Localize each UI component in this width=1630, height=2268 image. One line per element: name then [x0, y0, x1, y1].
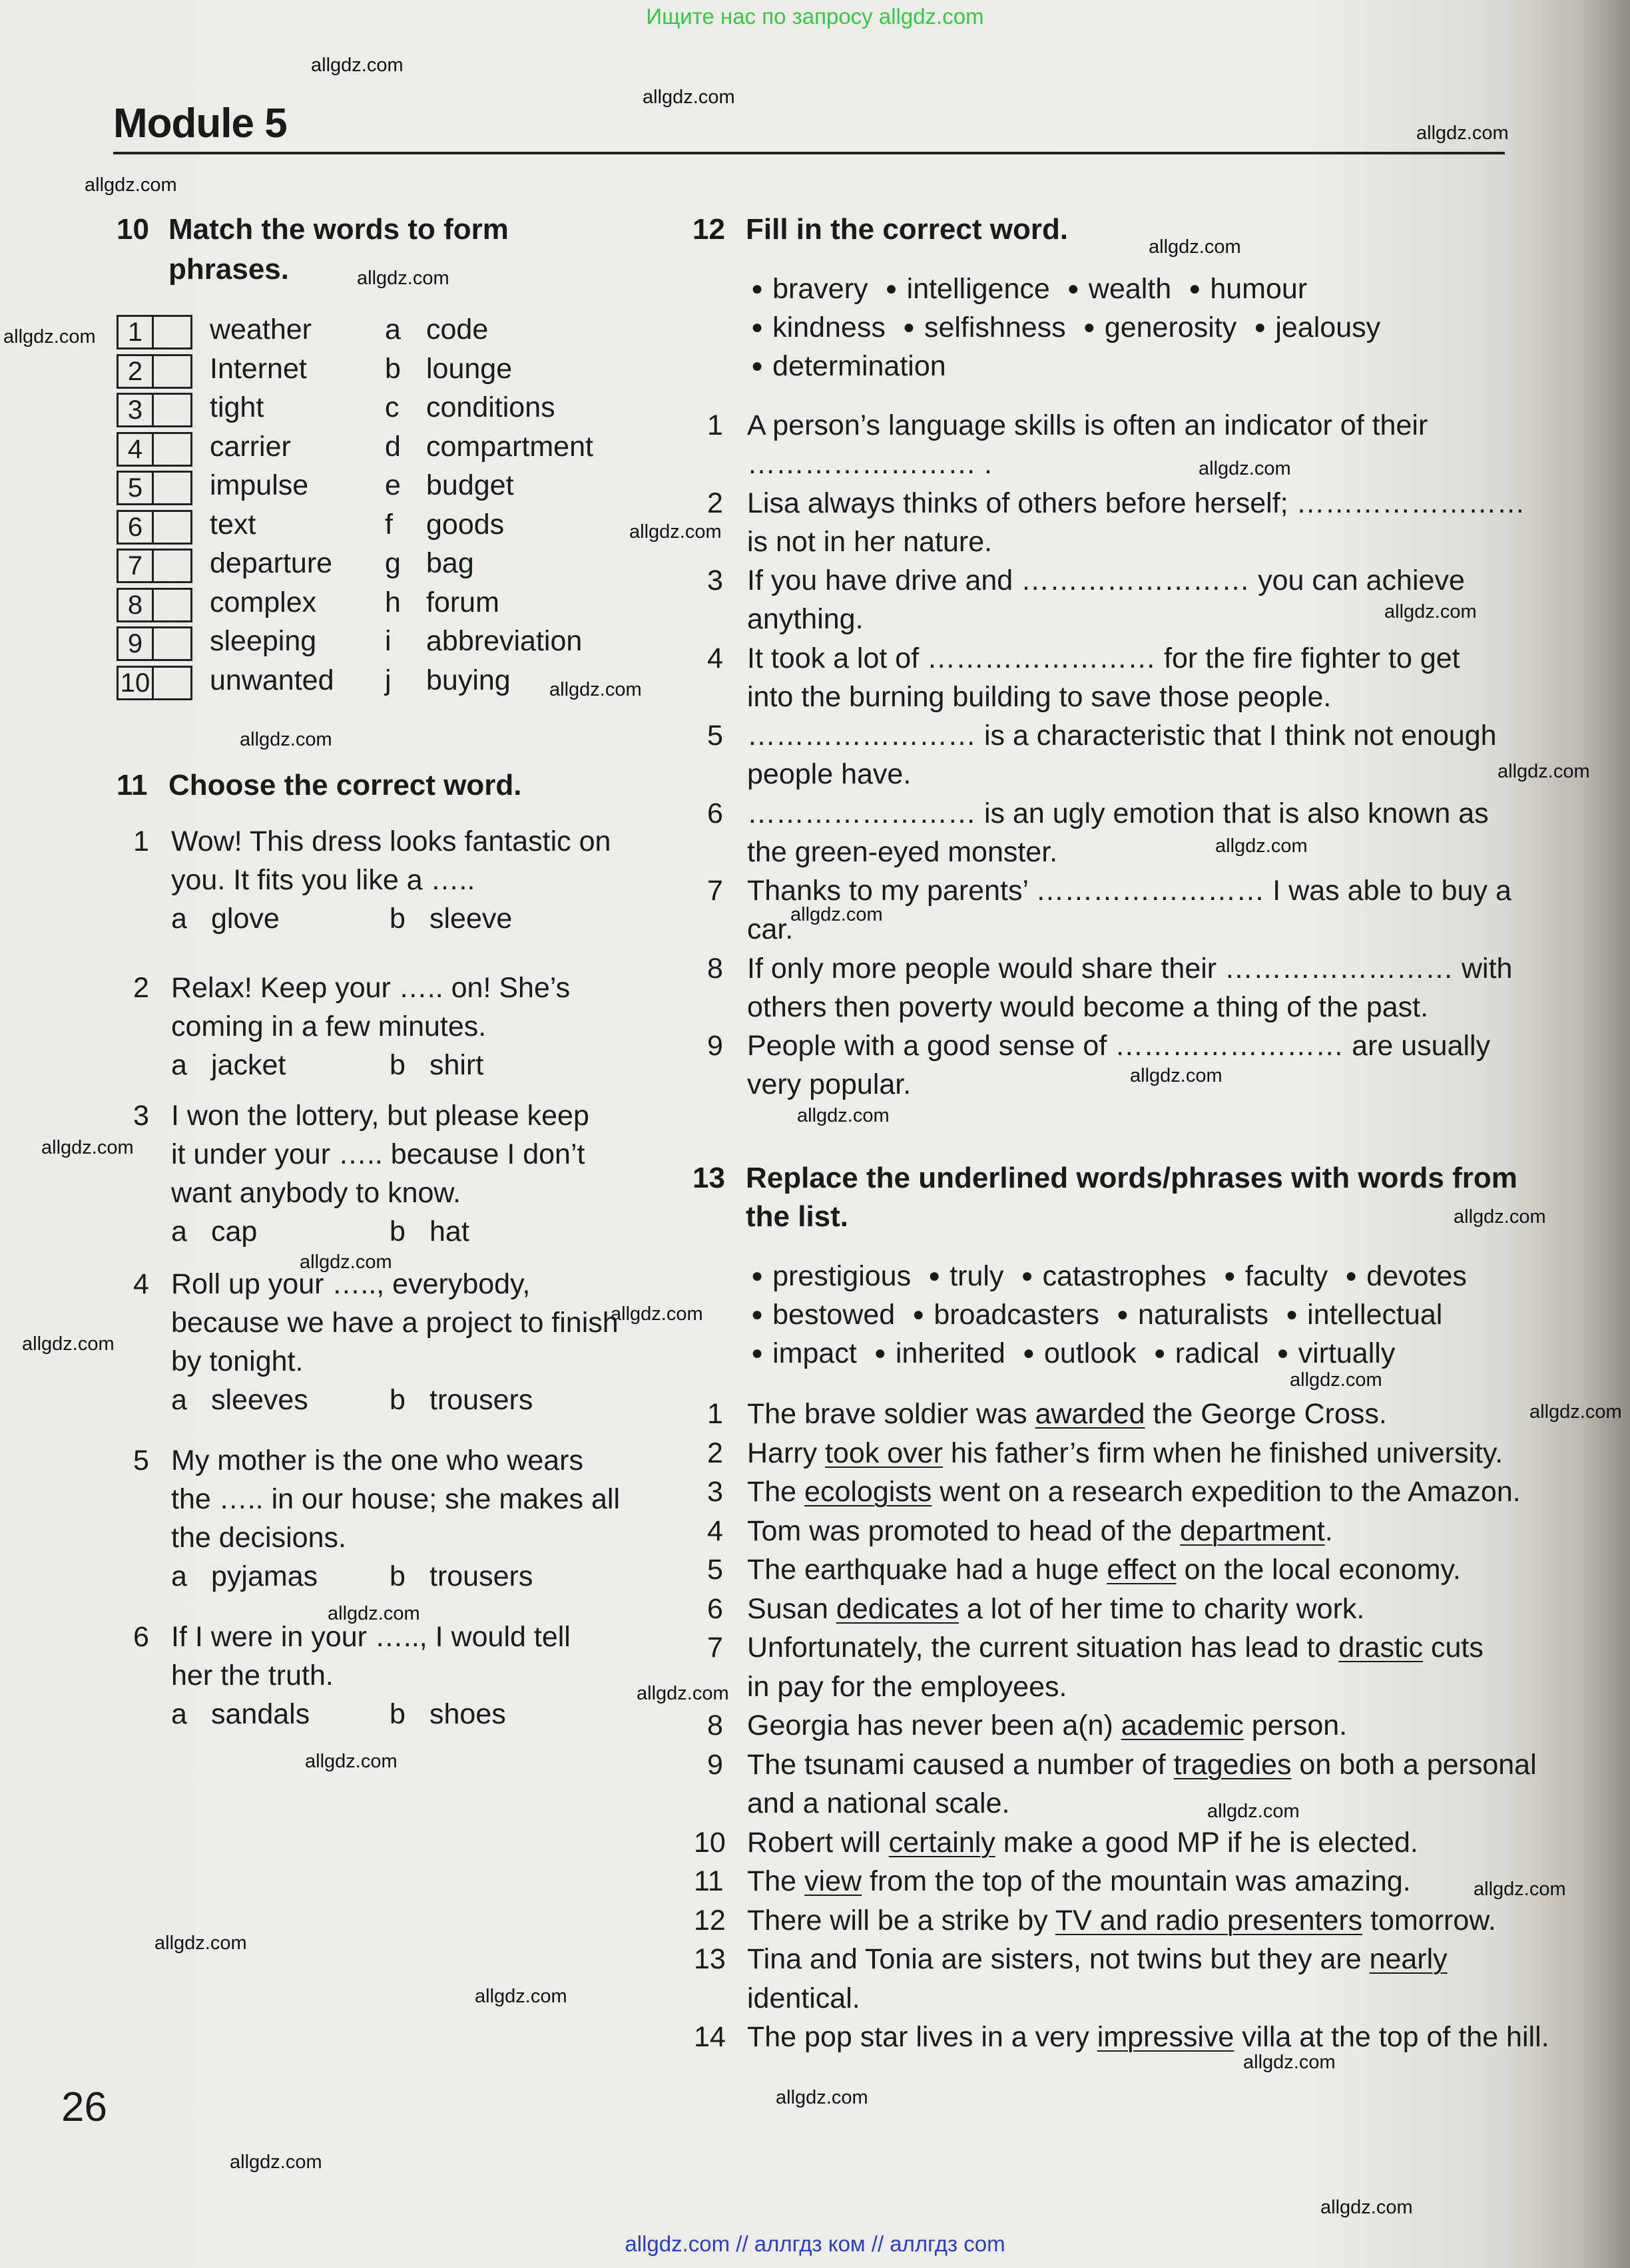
answer-box[interactable]	[117, 471, 192, 505]
ex10-title-2: phrases.	[168, 253, 289, 286]
ex13-title-2: the list.	[746, 1200, 849, 1233]
ex10-right-word: bag	[426, 547, 474, 579]
underlined-phrase[interactable]: tragedies	[1173, 1748, 1292, 1781]
ex10-right-word: buying	[426, 664, 511, 696]
ex13-item-number: 13	[694, 1943, 726, 1975]
ex11-title: Choose the correct word.	[168, 769, 522, 801]
underlined-phrase[interactable]: impressive	[1097, 2021, 1234, 2053]
watermark: allgdz.com	[311, 55, 404, 76]
ex11-item-number: 5	[133, 1445, 149, 1476]
ex13-item-text	[747, 1827, 1418, 1859]
answer-box[interactable]	[117, 626, 192, 661]
watermark: allgdz.com	[305, 1751, 398, 1772]
word-list-item: ● impact	[751, 1337, 857, 1369]
ex13-text-before: The pop star lives in a very	[747, 2021, 1097, 2053]
underlined-phrase[interactable]: ecologists	[804, 1476, 932, 1508]
option-a[interactable]: pyjamas	[211, 1560, 318, 1592]
module-title: Module 5	[113, 101, 287, 146]
word-list-item: ● kindness	[751, 312, 886, 343]
answer-box[interactable]	[117, 432, 192, 467]
ex11-item-text: the ….. in our house; she makes all	[171, 1483, 621, 1515]
ex10-left-word: Internet	[210, 352, 307, 385]
word-list-item: ● prestigious	[751, 1260, 911, 1292]
ex12-item-number: 9	[707, 1030, 723, 1062]
option-b[interactable]: trousers	[429, 1384, 533, 1416]
watermark: allgdz.com	[154, 1932, 247, 1954]
watermark: allgdz.com	[1454, 1206, 1546, 1228]
ex13-item-number: 5	[707, 1554, 723, 1586]
option-a-letter: a	[171, 1216, 187, 1247]
ex13-text-after: from the top of the mountain was amazing.	[862, 1865, 1411, 1897]
answer-box-number: 3	[119, 395, 154, 425]
ex12-item-text: People with a good sense of …………………… are usually	[747, 1030, 1491, 1062]
watermark: allgdz.com	[629, 521, 722, 543]
ex12-item-text: Thanks to my parents’ …………………… I was able to buy a	[747, 875, 1511, 907]
answer-box[interactable]	[117, 354, 192, 389]
ex11-item-text: If I were in your ….., I would tell	[171, 1621, 571, 1653]
watermark: allgdz.com	[230, 2152, 322, 2173]
word-list-item: ● inherited	[874, 1337, 1005, 1369]
answer-box[interactable]	[117, 315, 192, 349]
ex10-right-letter: a	[385, 314, 401, 345]
answer-box-number: 5	[119, 473, 154, 503]
ex11-item-number: 2	[133, 972, 149, 1004]
answer-box-number: 6	[119, 512, 154, 543]
word-list-item: ● selfishness	[903, 312, 1066, 343]
ex11-item-number: 4	[133, 1268, 149, 1300]
option-a-letter: a	[171, 1049, 187, 1081]
ex13-text-after: his father’s firm when he finished university.	[942, 1437, 1503, 1469]
watermark: allgdz.com	[475, 1986, 567, 2007]
ex12-heading	[692, 213, 1068, 246]
header-rule	[113, 152, 1505, 154]
watermark: allgdz.com	[790, 904, 883, 925]
ex13-text-after: villa at the top of the hill.	[1234, 2021, 1549, 2053]
ex13-text-after: went on a research expedition to the Amazon.	[932, 1476, 1521, 1508]
ex13-item-number: 6	[707, 1592, 723, 1625]
ex12-item-number: 5	[707, 720, 723, 752]
underlined-phrase[interactable]: took over	[825, 1437, 943, 1469]
ex13-item-text	[747, 1437, 1503, 1470]
word-list-item: ● wealth	[1067, 273, 1171, 305]
ex13-item-number: 8	[707, 1709, 723, 1741]
ex13-word-list-row	[751, 1299, 1460, 1331]
answer-box-number: 7	[119, 551, 154, 581]
ex12-item-number: 7	[707, 875, 723, 907]
ex12-item-text: Lisa always thinks of others before herself; ……………………	[747, 487, 1525, 519]
watermark: allgdz.com	[549, 679, 642, 700]
ex10-left-word: carrier	[210, 430, 291, 463]
watermark: allgdz.com	[85, 174, 177, 196]
answer-box-number: 4	[119, 434, 154, 465]
underlined-phrase[interactable]: drastic	[1338, 1632, 1424, 1664]
ex12-item-text: If you have drive and …………………… you can achieve	[747, 565, 1465, 596]
ex13-item-text	[747, 1515, 1333, 1548]
ex13-item-number: 4	[707, 1514, 723, 1547]
watermark: allgdz.com	[1290, 1369, 1382, 1391]
word-list-item: ● faculty	[1224, 1260, 1328, 1292]
ex12-item-text: car.	[747, 913, 794, 945]
ex12-item-text: …………………… .	[747, 448, 992, 480]
ex11-item-text: the decisions.	[171, 1522, 346, 1554]
ex12-item-text: into the burning building to save those people.	[747, 680, 1332, 713]
ex12-item-text: the green-eyed monster.	[747, 835, 1058, 868]
ex13-item-text	[747, 1865, 1411, 1898]
answer-box-number: 1	[119, 317, 154, 347]
option-a[interactable]: jacket	[211, 1049, 286, 1081]
ex13-item-text	[747, 1476, 1521, 1508]
ex12-word-list-row	[751, 273, 1324, 306]
underlined-phrase[interactable]: academic	[1121, 1709, 1244, 1741]
ex13-item-text	[747, 1398, 1387, 1431]
ex13-item-text	[747, 1709, 1347, 1742]
page-number: 26	[61, 2084, 107, 2130]
watermark: allgdz.com	[1149, 236, 1241, 258]
option-a[interactable]: glove	[211, 903, 280, 935]
ex13-item-text	[747, 1632, 1484, 1664]
answer-box[interactable]	[117, 510, 192, 545]
ex13-text-after: cuts	[1423, 1632, 1484, 1664]
ex13-title: Replace the underlined words/phrases with words from	[746, 1162, 1517, 1194]
ex12-item-text: others then poverty would become a thing of the past.	[747, 991, 1429, 1023]
ex11-item-number: 1	[133, 825, 149, 857]
watermark: allgdz.com	[41, 1137, 134, 1158]
ex13-text-before: Susan	[747, 1592, 836, 1625]
ex13-item-text	[747, 2021, 1549, 2054]
ex11-item-text: My mother is the one who wears	[171, 1445, 583, 1476]
watermark: allgdz.com	[1243, 2052, 1336, 2073]
ex13-text-before: Harry	[747, 1437, 826, 1469]
ex10-heading	[117, 213, 509, 246]
ex13-item-text-continued: identical.	[747, 1982, 860, 2014]
word-list-item: ● jealousy	[1254, 312, 1380, 343]
word-list-item: ● virtually	[1276, 1337, 1395, 1369]
underlined-phrase[interactable]: TV and radio presenters	[1055, 1904, 1363, 1936]
ex13-heading	[692, 1162, 1517, 1195]
ex13-item-number: 10	[694, 1826, 726, 1859]
ex10-title: Match the words to form	[168, 213, 509, 246]
ex10-right-word: goods	[426, 508, 505, 541]
ex11-item-number: 3	[133, 1100, 149, 1132]
ex13-text-after: person.	[1243, 1709, 1348, 1741]
option-b-letter: b	[390, 1216, 406, 1247]
ex11-item-number: 6	[133, 1621, 149, 1653]
ex12-item-number: 6	[707, 797, 723, 829]
answer-box[interactable]	[117, 393, 192, 427]
watermark: allgdz.com	[1130, 1065, 1222, 1086]
ex13-number: 13	[692, 1162, 725, 1194]
ex12-title: Fill in the correct word.	[746, 213, 1069, 246]
word-list-item: ● catastrophes	[1021, 1260, 1206, 1292]
option-a[interactable]: sandals	[211, 1698, 310, 1730]
ex12-item-number: 2	[707, 487, 723, 519]
ex10-right-letter: i	[385, 625, 392, 657]
ex10-right-word: code	[426, 314, 489, 345]
ex11-number: 11	[117, 769, 148, 801]
ex13-item-number: 12	[694, 1904, 726, 1936]
ex10-left-word: unwanted	[210, 664, 334, 696]
ex10-left-word: impulse	[210, 469, 309, 501]
watermark: allgdz.com	[637, 1683, 729, 1704]
word-list-item: ● naturalists	[1117, 1299, 1268, 1331]
underlined-phrase[interactable]: certainly	[888, 1826, 995, 1859]
underlined-phrase[interactable]: dedicates	[836, 1592, 959, 1625]
ex12-number: 12	[692, 213, 725, 246]
answer-box-number: 8	[119, 590, 154, 620]
watermark: allgdz.com	[3, 326, 96, 347]
ex13-item-number: 1	[707, 1398, 723, 1430]
answer-box-number: 9	[119, 628, 154, 659]
ex13-text-before: The brave soldier was	[747, 1398, 1035, 1430]
ex10-left-word: sleeping	[210, 625, 317, 657]
ex13-item-text	[747, 1749, 1537, 1781]
watermark: allgdz.com	[1529, 1401, 1622, 1423]
word-list-item: ● bravery	[751, 273, 868, 305]
watermark: allgdz.com	[1207, 1801, 1300, 1822]
ex12-word-list-row	[751, 350, 963, 383]
bottom-footer[interactable]: allgdz.com // аллгдз ком // аллгдз com	[625, 2231, 1005, 2256]
watermark: allgdz.com	[797, 1105, 890, 1126]
ex11-item-text: coming in a few minutes.	[171, 1011, 487, 1042]
option-b-letter: b	[390, 1560, 406, 1592]
ex13-item-text	[747, 1554, 1461, 1586]
ex13-text-before: The	[747, 1476, 805, 1508]
ex13-text-after: on both a personal	[1291, 1748, 1537, 1781]
watermark: allgdz.com	[328, 1603, 420, 1624]
option-a-letter: a	[171, 1384, 187, 1416]
answer-box-number: 2	[119, 356, 154, 387]
ex10-left-word: departure	[210, 547, 333, 579]
ex13-text-before: There will be a strike by	[747, 1904, 1055, 1936]
word-list-item: ● intelligence	[886, 273, 1050, 305]
ex10-right-word: abbreviation	[426, 625, 583, 657]
word-list-item: ● intellectual	[1286, 1299, 1442, 1331]
underlined-phrase[interactable]: effect	[1107, 1554, 1177, 1586]
ex13-item-number: 2	[707, 1437, 723, 1469]
ex10-number: 10	[117, 213, 149, 246]
watermark: allgdz.com	[1320, 2197, 1413, 2218]
ex11-item-text: it under your ….. because I don’t	[171, 1138, 585, 1170]
answer-box-number: 10	[119, 668, 154, 698]
ex10-right-letter: c	[385, 391, 400, 423]
ex10-left-word: tight	[210, 391, 264, 423]
ex11-item-text: want anybody to know.	[171, 1177, 461, 1209]
answer-box[interactable]	[117, 549, 192, 583]
ex11-item-text: by tonight.	[171, 1345, 304, 1377]
ex12-item-number: 3	[707, 565, 723, 596]
word-list-item: ● outlook	[1023, 1337, 1137, 1369]
ex10-right-letter: j	[385, 664, 392, 696]
watermark: allgdz.com	[240, 729, 332, 750]
ex11-item-text: because we have a project to finish	[171, 1307, 619, 1339]
ex13-text-after: on the local economy.	[1176, 1554, 1461, 1586]
ex11-heading	[117, 769, 522, 802]
option-b[interactable]: sleeve	[429, 903, 513, 935]
ex10-left-word: complex	[210, 586, 317, 618]
word-list-item: ● determination	[751, 350, 946, 382]
ex10-right-word: compartment	[426, 430, 593, 463]
ex10-right-word: conditions	[426, 391, 555, 423]
ex13-text-before: Georgia has never been a(n)	[747, 1709, 1121, 1741]
watermark: allgdz.com	[1384, 601, 1477, 622]
ex12-item-text: It took a lot of …………………… for the fire fighter to get	[747, 642, 1460, 674]
ex13-item-text	[747, 1943, 1448, 1976]
ex13-item-text	[747, 1905, 1496, 1937]
ex10-right-letter: f	[385, 508, 393, 541]
word-list-item: ● bestowed	[751, 1299, 895, 1331]
ex13-text-before: The tsunami caused a number of	[747, 1748, 1174, 1781]
option-b[interactable]: trousers	[429, 1560, 533, 1592]
ex12-item-text: A person’s language skills is often an indicator of their	[747, 409, 1428, 441]
watermark: allgdz.com	[776, 2087, 868, 2108]
ex12-item-number: 4	[707, 642, 723, 674]
ex13-text-before: The earthquake had a huge	[747, 1554, 1107, 1586]
ex13-text-after: make a good MP if he is elected.	[995, 1826, 1418, 1859]
option-b[interactable]: hat	[429, 1216, 469, 1247]
answer-box[interactable]	[117, 588, 192, 622]
ex10-left-word: text	[210, 508, 256, 541]
ex10-right-letter: e	[385, 469, 401, 501]
ex12-item-number: 8	[707, 952, 723, 985]
option-b-letter: b	[390, 1698, 406, 1730]
ex10-right-word: lounge	[426, 352, 513, 385]
underlined-phrase[interactable]: awarded	[1035, 1398, 1145, 1430]
ex13-item-text-continued: in pay for the employees.	[747, 1670, 1067, 1703]
ex11-item-text: you. It fits you like a …..	[171, 864, 475, 896]
watermark: allgdz.com	[1199, 458, 1291, 479]
ex10-left-word: weather	[210, 314, 312, 345]
ex12-word-list-row	[751, 312, 1398, 344]
ex13-text-before: Tom was promoted to head of the	[747, 1514, 1181, 1547]
ex13-item-text-continued: and a national scale.	[747, 1787, 1010, 1819]
option-a[interactable]: cap	[211, 1216, 258, 1247]
ex12-item-text: anything.	[747, 603, 864, 635]
option-b-letter: b	[390, 1049, 406, 1081]
ex13-text-before: Tina and Tonia are sisters, not twins but they are	[747, 1943, 1370, 1975]
watermark: allgdz.com	[357, 268, 449, 289]
ex11-item-text: Wow! This dress looks fantastic on	[171, 825, 611, 857]
word-list-item: ● devotes	[1345, 1260, 1467, 1292]
option-a-letter: a	[171, 1560, 187, 1592]
watermark: allgdz.com	[300, 1251, 392, 1273]
ex13-word-list-row	[751, 1260, 1484, 1293]
ex11-item-text: Roll up your ….., everybody,	[171, 1268, 531, 1300]
ex13-text-before: Robert will	[747, 1826, 889, 1859]
option-a-letter: a	[171, 1698, 187, 1730]
ex12-item-text: very popular.	[747, 1068, 912, 1100]
ex12-item-text: people have.	[747, 758, 912, 790]
option-b-letter: b	[390, 1384, 406, 1416]
ex13-item-number: 9	[707, 1748, 723, 1781]
watermark: allgdz.com	[1416, 122, 1509, 144]
ex13-text-after: .	[1324, 1514, 1333, 1547]
ex13-text-after: a lot of her time to charity work.	[958, 1592, 1365, 1625]
ex13-text-before: Unfortunately, the current situation has lead to	[747, 1632, 1339, 1664]
ex12-item-text: …………………… is an ugly emotion that is also known as	[747, 797, 1489, 829]
option-a[interactable]: sleeves	[211, 1384, 308, 1416]
watermark: allgdz.com	[22, 1333, 115, 1355]
ex13-text-before: The	[747, 1865, 805, 1897]
underlined-phrase[interactable]: view	[804, 1865, 862, 1897]
word-list-item: ● humour	[1189, 273, 1307, 305]
watermark: allgdz.com	[1474, 1879, 1566, 1900]
top-banner[interactable]: Ищите нас по запросу allgdz.com	[646, 4, 984, 29]
word-list-item: ● broadcasters	[912, 1299, 1099, 1331]
ex12-item-text: is not in her nature.	[747, 525, 993, 558]
ex10-right-letter: h	[385, 586, 401, 618]
ex13-item-number: 14	[694, 2021, 726, 2053]
ex13-word-list-row	[751, 1337, 1412, 1370]
option-b-letter: b	[390, 903, 406, 935]
ex13-item-number: 11	[694, 1865, 724, 1897]
ex12-item-number: 1	[707, 409, 723, 441]
option-b[interactable]: shirt	[429, 1049, 484, 1081]
watermark: allgdz.com	[611, 1303, 703, 1325]
ex10-right-letter: b	[385, 352, 401, 385]
ex10-right-word: forum	[426, 586, 499, 618]
word-list-item: ● radical	[1154, 1337, 1260, 1369]
ex10-right-word: budget	[426, 469, 514, 501]
ex12-item-text: …………………… is a characteristic that I think not enough	[747, 720, 1497, 752]
underlined-phrase[interactable]: department	[1180, 1514, 1325, 1547]
ex13-item-text	[747, 1593, 1364, 1626]
ex10-right-letter: d	[385, 430, 401, 463]
ex12-item-text: If only more people would share their …………………… with	[747, 952, 1513, 985]
ex13-item-number: 3	[707, 1476, 723, 1508]
underlined-phrase[interactable]: nearly	[1369, 1943, 1448, 1975]
ex13-text-after: tomorrow.	[1362, 1904, 1496, 1936]
watermark: allgdz.com	[1215, 835, 1308, 857]
watermark: allgdz.com	[643, 87, 735, 108]
ex10-right-letter: g	[385, 547, 401, 579]
ex11-item-text: her the truth.	[171, 1660, 334, 1692]
option-b[interactable]: shoes	[429, 1698, 506, 1730]
answer-box[interactable]	[117, 666, 192, 700]
watermark: allgdz.com	[1497, 761, 1590, 782]
ex13-item-number: 7	[707, 1632, 723, 1664]
ex11-item-text: Relax! Keep your ….. on! She’s	[171, 972, 571, 1004]
ex11-item-text: I won the lottery, but please keep	[171, 1100, 589, 1132]
ex13-text-after: the George Cross.	[1145, 1398, 1387, 1430]
word-list-item: ● truly	[928, 1260, 1003, 1292]
option-a-letter: a	[171, 903, 187, 935]
word-list-item: ● generosity	[1083, 312, 1237, 343]
